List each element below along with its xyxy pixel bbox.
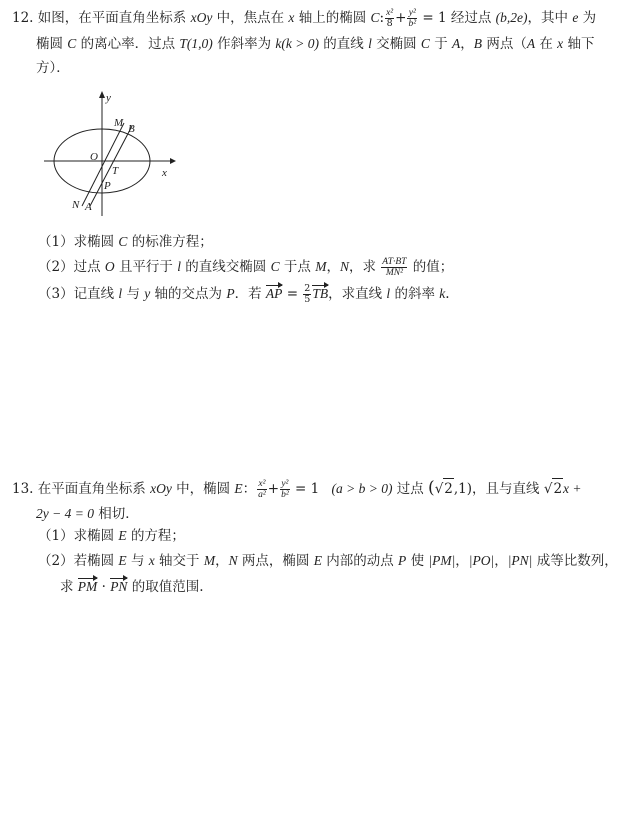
q13-sub2-line-2: 求 PM · PN 的取值范围. <box>60 579 204 595</box>
q13-number: 13. <box>12 481 34 497</box>
q13-sub1: （1）求椭圆 E 的方程； <box>38 528 185 544</box>
label-N: N <box>72 199 80 211</box>
label-T: T <box>112 165 119 177</box>
two-fifths-fraction: $\frac{2}{5}$ <box>304 283 311 305</box>
label-M: M <box>114 117 124 129</box>
q12-line-2: 椭圆 C 的离心率．过点 T(1,0) 作斜率为 k(k > 0) 的直线 l 交椭圆 C 于 A，B 两点（A 在 x 轴下 <box>36 36 595 52</box>
q13-fraction-y: $\frac{\text{y²}}{\text{b²}}$ <box>281 479 289 500</box>
line-l <box>90 126 132 206</box>
label-P: P <box>104 180 111 192</box>
q13-fraction-x: $\frac{\text{x²}}{\text{a²}}$ <box>258 479 266 500</box>
q13-sub2: （2）若椭圆 E 与 x 轴交于 M，N 两点，椭圆 E 内部的动点 P 使 |PM|，|PO|，|PN| 成等比数列， <box>38 553 618 569</box>
ellipse-fraction-x: $\frac{\text{x²}}{8}$ <box>386 8 394 29</box>
ellipse-fraction-y: $\frac{\text{y²}}{\text{b²}}$ <box>408 8 417 29</box>
q12-line-3: 方）． <box>36 60 70 76</box>
label-B: B <box>128 123 135 135</box>
q12-number: 12. <box>12 10 34 26</box>
x-axis-arrow <box>170 158 176 164</box>
q12-sub1: （1）求椭圆 C 的标准方程； <box>38 234 213 250</box>
vector-ap: AP <box>266 284 283 304</box>
vector-pm: PM <box>78 577 98 597</box>
q13-line-2: 2y − 4 = 0 相切． <box>36 506 139 522</box>
q12-sub3: （3）记直线 l 与 y 轴的交点为 P．若 AP = $\frac{2}{5}$ TB，求直线 l 的斜率 k. <box>38 283 450 305</box>
label-O: O <box>90 151 98 163</box>
vector-pn: PN <box>110 577 127 597</box>
ratio-fraction: $\frac{AT\cdot BT}{\text{MN²}}$ <box>382 257 407 278</box>
label-y: y <box>106 92 111 104</box>
q12-line-1: 12. 如图，在平面直角坐标系 xOy 中，焦点在 x 轴上的椭圆 C: $\frac{\text{x²}}{8}$ + $\frac{\text{y²}}{\text{b²}}$ = 1 经过点 (b,2e)，其中 e 为 <box>12 8 597 29</box>
y-axis-arrow <box>99 91 105 98</box>
ellipse-figure <box>42 88 182 218</box>
label-x: x <box>162 167 167 179</box>
vector-tb: TB <box>312 284 328 304</box>
label-A: A <box>85 201 92 213</box>
q12-sub2: （2）过点 O 且平行于 l 的直线交椭圆 C 于点 M，N，求 $\frac{AT\cdot BT}{\text{MN²}}$ 的值； <box>38 257 454 278</box>
q13-line-1: 13. 在平面直角坐标系 xOy 中，椭圆 E： $\frac{\text{x²}}{\text{a²}}$ + $\frac{\text{y²}}{\text{b²}}$ = 1 (a > b > 0) 过点 (√2,1)，且与直线 √2x + <box>12 478 582 500</box>
